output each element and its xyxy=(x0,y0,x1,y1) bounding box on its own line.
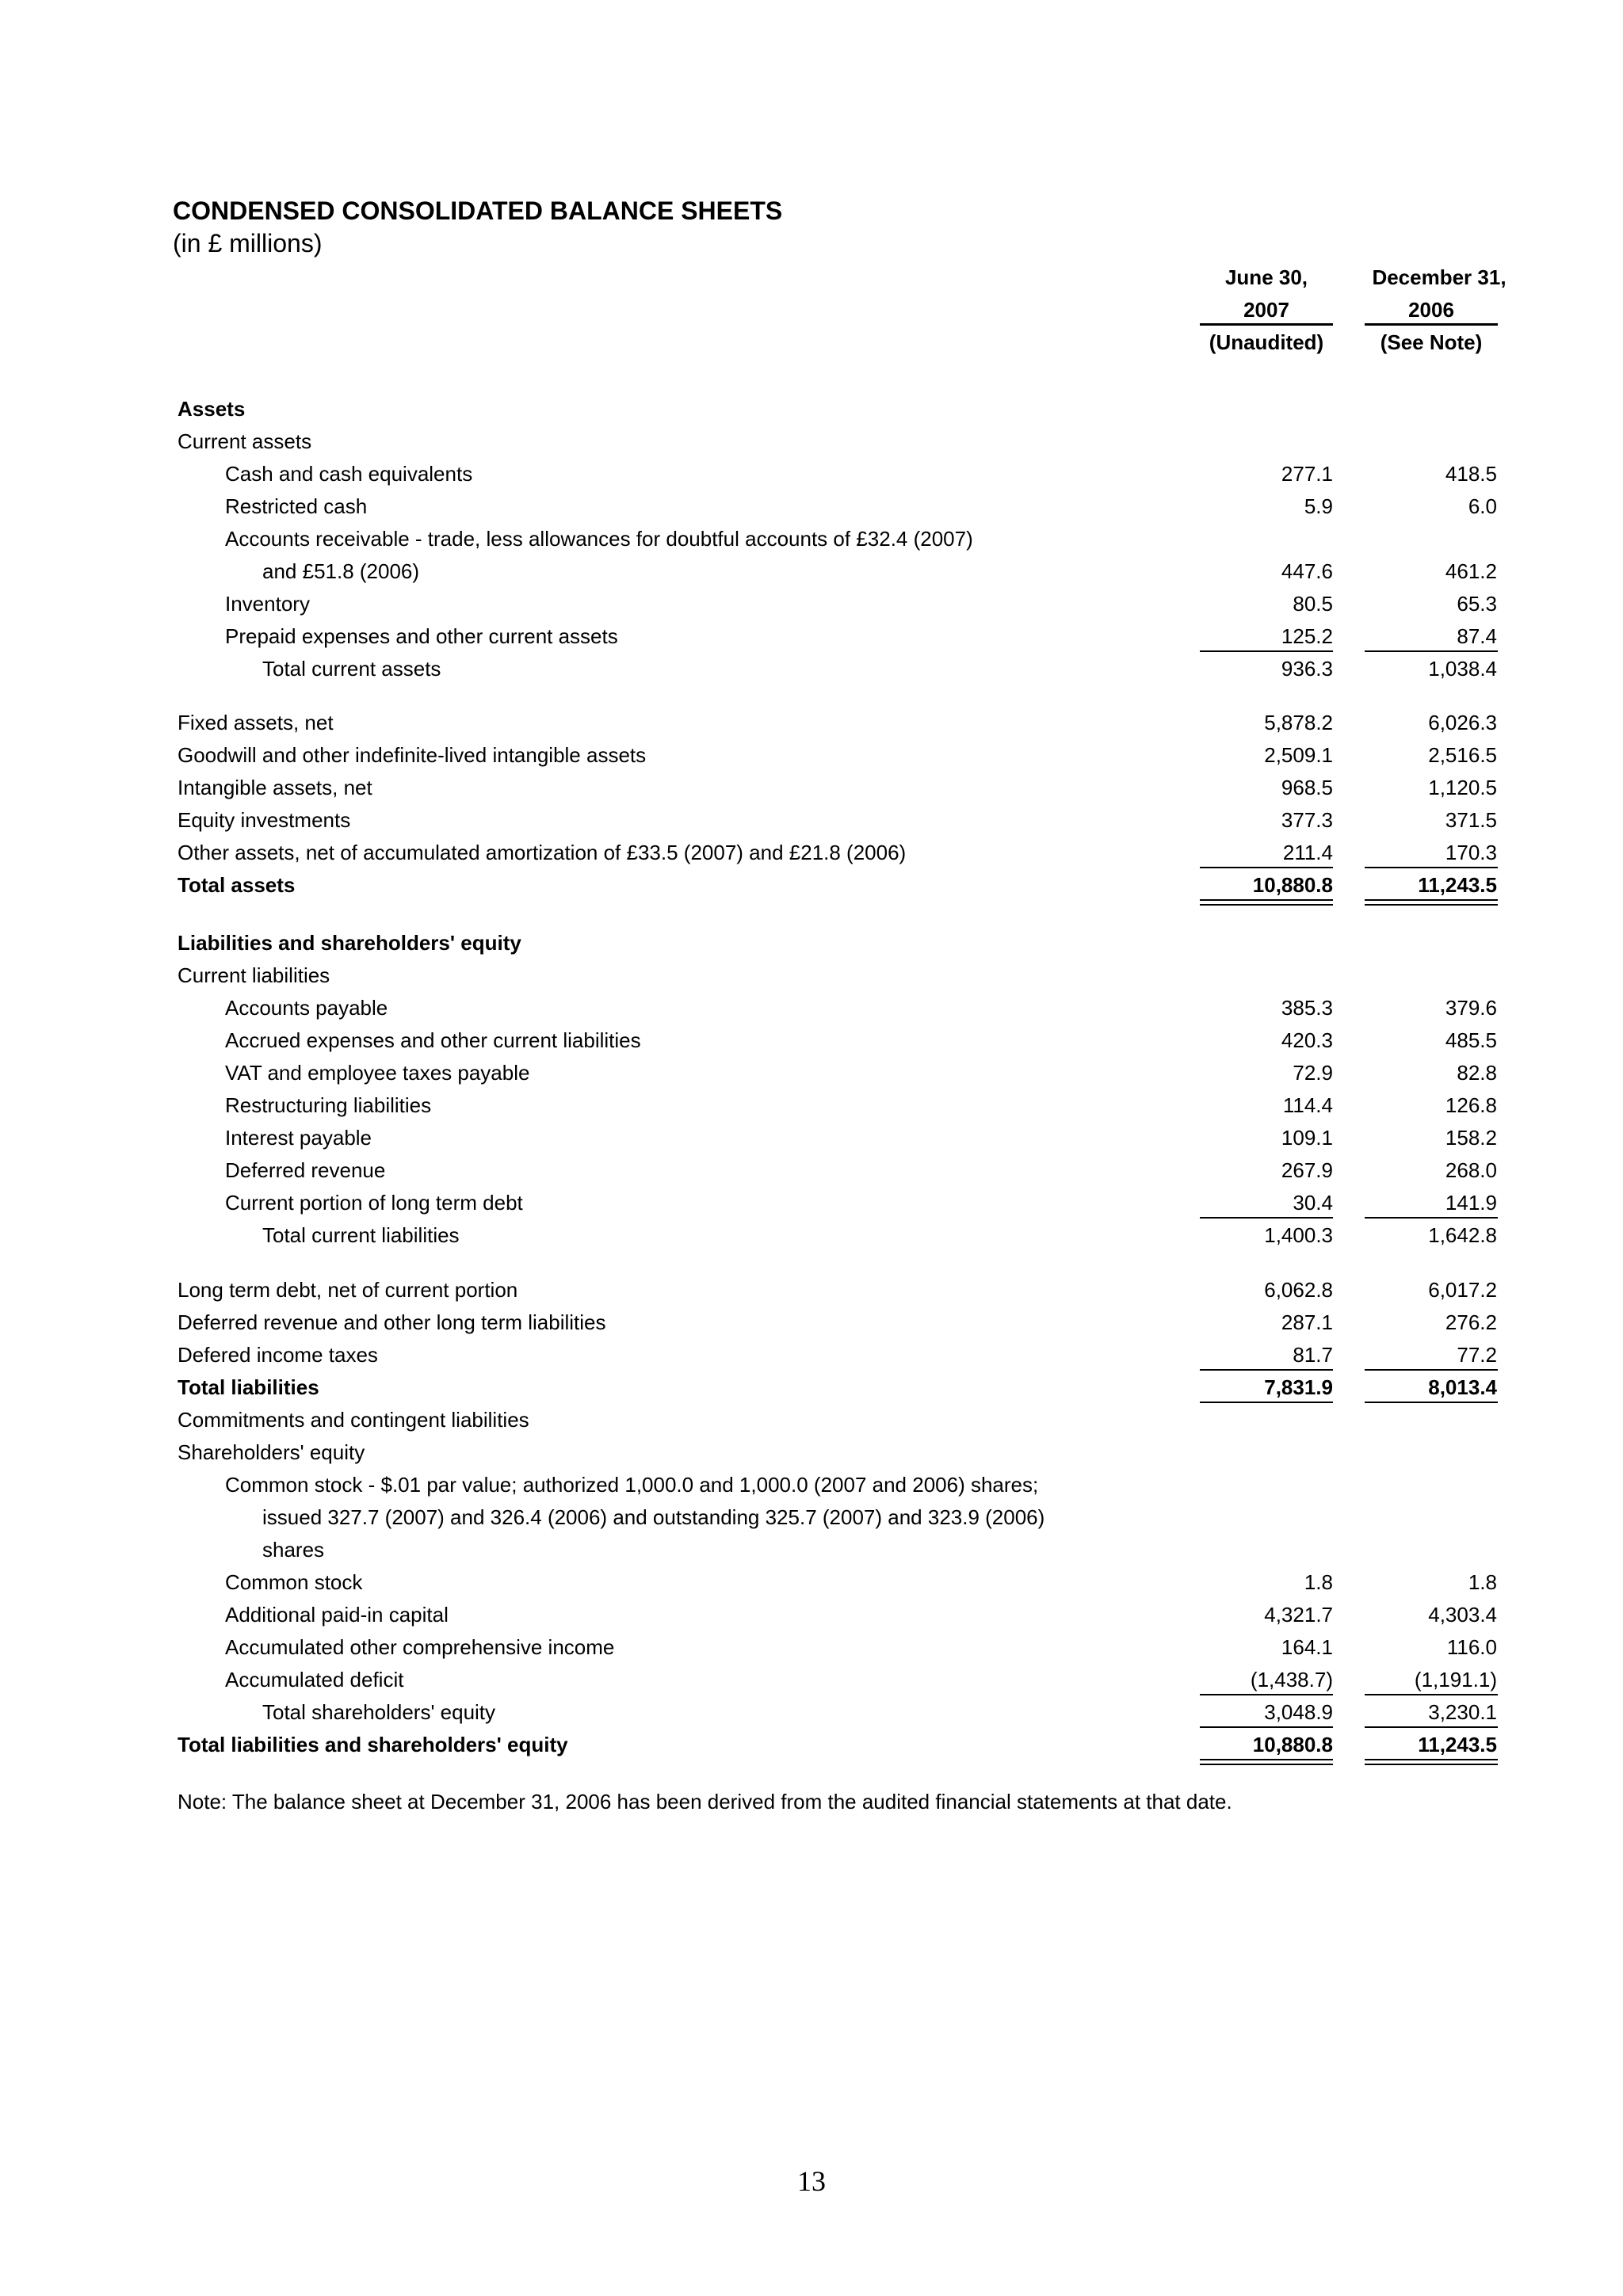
december-2006-value: 461.2 xyxy=(1445,559,1497,583)
table-row xyxy=(0,1697,1623,1727)
row-label: Total current assets xyxy=(262,657,441,681)
june-2007-value: 3,048.9 xyxy=(1264,1700,1333,1724)
row-label: shares xyxy=(262,1538,325,1562)
december-2006-value: 1.8 xyxy=(1468,1570,1497,1594)
june-2007-value: 10,880.8 xyxy=(1252,873,1333,897)
row-label: Accounts receivable - trade, less allowances for doubtful accounts of £32.4 (2007) xyxy=(225,527,973,551)
table-row xyxy=(0,1188,1623,1218)
june-2007-value: 7,831.9 xyxy=(1264,1375,1333,1399)
december-2006-value: 141.9 xyxy=(1445,1191,1497,1215)
december-2006-value: 158.2 xyxy=(1445,1126,1497,1150)
table-row xyxy=(0,772,1623,803)
table-row xyxy=(0,1600,1623,1630)
table-row xyxy=(0,805,1623,835)
june-2007-value: (1,438.7) xyxy=(1250,1668,1333,1691)
footnote: Note: The balance sheet at December 31, 2006 has been derived from the audited financial statements at that date. xyxy=(178,1790,1232,1814)
june-2007-value: 267.9 xyxy=(1281,1158,1333,1182)
underline-col1 xyxy=(1200,1402,1333,1403)
june-2007-value: 277.1 xyxy=(1281,462,1333,486)
row-label: Accumulated deficit xyxy=(225,1668,404,1691)
row-label: Additional paid-in capital xyxy=(225,1603,449,1627)
december-2006-value: 126.8 xyxy=(1445,1093,1497,1117)
december-2006-value: 6,026.3 xyxy=(1428,711,1497,734)
december-2006-value: 268.0 xyxy=(1445,1158,1497,1182)
table-row xyxy=(0,394,1623,424)
underline-col2 xyxy=(1365,1726,1498,1728)
col1-header-status: (Unaudited) xyxy=(1209,330,1324,354)
december-2006-value: 82.8 xyxy=(1457,1061,1497,1085)
row-label: Long term debt, net of current portion xyxy=(178,1278,518,1302)
june-2007-value: 4,321.7 xyxy=(1264,1603,1333,1627)
page-subtitle: (in £ millions) xyxy=(173,229,323,257)
row-label: Current liabilities xyxy=(178,963,330,987)
december-2006-value: 1,120.5 xyxy=(1428,776,1497,799)
page-number: 13 xyxy=(797,2165,826,2197)
december-2006-value: 1,038.4 xyxy=(1428,657,1497,681)
row-label: Cash and cash equivalents xyxy=(225,462,473,486)
june-2007-value: 377.3 xyxy=(1281,808,1333,832)
underline-col2 xyxy=(1365,650,1498,652)
june-2007-value: 80.5 xyxy=(1293,592,1333,616)
row-label: Accounts payable xyxy=(225,996,388,1020)
underline-col2 xyxy=(1365,1402,1498,1403)
table-row xyxy=(0,993,1623,1023)
table-row xyxy=(0,740,1623,770)
december-2006-value: 11,243.5 xyxy=(1418,873,1497,897)
underline-col1 xyxy=(1200,1726,1333,1728)
row-label: Fixed assets, net xyxy=(178,711,334,734)
december-2006-value: 4,303.4 xyxy=(1428,1603,1497,1627)
table-row xyxy=(0,426,1623,456)
col2-header-year: 2006 xyxy=(1408,298,1454,322)
december-2006-value: 418.5 xyxy=(1445,462,1497,486)
june-2007-value: 385.3 xyxy=(1281,996,1333,1020)
row-label: VAT and employee taxes payable xyxy=(225,1061,530,1085)
row-label: Common stock xyxy=(225,1570,363,1594)
page-title: CONDENSED CONSOLIDATED BALANCE SHEETS xyxy=(173,196,783,225)
december-2006-value: 170.3 xyxy=(1445,841,1497,864)
december-2006-value: 6.0 xyxy=(1468,494,1497,518)
row-label: Accrued expenses and other current liabilities xyxy=(225,1028,641,1052)
col1-header-year: 2007 xyxy=(1243,298,1289,322)
col2-header-line1: December 31, xyxy=(1372,265,1507,289)
row-label: Liabilities and shareholders' equity xyxy=(178,931,521,955)
underline-col1 xyxy=(1200,650,1333,652)
double-underline-col2 xyxy=(1365,1759,1498,1765)
table-row xyxy=(0,837,1623,868)
table-row xyxy=(0,1340,1623,1370)
table-row xyxy=(0,459,1623,489)
june-2007-value: 1.8 xyxy=(1304,1570,1333,1594)
june-2007-value: 420.3 xyxy=(1281,1028,1333,1052)
december-2006-value: 379.6 xyxy=(1445,996,1497,1020)
june-2007-value: 936.3 xyxy=(1281,657,1333,681)
december-2006-value: 3,230.1 xyxy=(1428,1700,1497,1724)
june-2007-value: 1,400.3 xyxy=(1264,1223,1333,1247)
underline-col2 xyxy=(1365,867,1498,868)
row-label: Current portion of long term debt xyxy=(225,1191,523,1215)
december-2006-value: 65.3 xyxy=(1457,592,1497,616)
table-row xyxy=(0,1502,1623,1532)
table-row xyxy=(0,1090,1623,1120)
row-label: Restricted cash xyxy=(225,494,368,518)
row-label: Current assets xyxy=(178,429,312,453)
june-2007-value: 287.1 xyxy=(1281,1310,1333,1334)
row-label: Common stock - $.01 par value; authorized 1,000.0 and 1,000.0 (2007 and 2006) shares; xyxy=(225,1473,1039,1497)
december-2006-value: 87.4 xyxy=(1457,624,1497,648)
underline-col2 xyxy=(1365,1217,1498,1219)
june-2007-value: 125.2 xyxy=(1281,624,1333,648)
table-row xyxy=(0,589,1623,619)
row-label: Equity investments xyxy=(178,808,351,832)
table-row xyxy=(0,1025,1623,1055)
row-label: Total liabilities and shareholders' equity xyxy=(178,1733,568,1756)
december-2006-value: 11,243.5 xyxy=(1418,1733,1497,1756)
december-2006-value: 2,516.5 xyxy=(1428,743,1497,767)
june-2007-value: 164.1 xyxy=(1281,1635,1333,1659)
underline-col2 xyxy=(1365,1369,1498,1371)
table-row xyxy=(0,928,1623,958)
table-row xyxy=(0,1437,1623,1467)
underline-col2 xyxy=(1365,1694,1498,1695)
double-underline-col2 xyxy=(1365,899,1498,906)
table-row xyxy=(0,1307,1623,1337)
table-row xyxy=(0,1372,1623,1402)
underline-col1 xyxy=(1200,1369,1333,1371)
june-2007-value: 10,880.8 xyxy=(1252,1733,1333,1756)
december-2006-value: 8,013.4 xyxy=(1428,1375,1497,1399)
row-label: Goodwill and other indefinite-lived intangible assets xyxy=(178,743,647,767)
row-label: and £51.8 (2006) xyxy=(262,559,420,583)
june-2007-value: 30.4 xyxy=(1293,1191,1333,1215)
row-label: Total shareholders' equity xyxy=(262,1700,496,1724)
december-2006-value: (1,191.1) xyxy=(1414,1668,1497,1691)
row-label: Accumulated other comprehensive income xyxy=(225,1635,615,1659)
table-row xyxy=(0,1470,1623,1500)
row-label: Interest payable xyxy=(225,1126,372,1150)
underline-col1 xyxy=(1200,1217,1333,1219)
table-row xyxy=(0,960,1623,990)
table-row xyxy=(0,707,1623,738)
underline-col1 xyxy=(1200,1694,1333,1695)
row-label: Inventory xyxy=(225,592,310,616)
col1-header-rule xyxy=(1200,323,1333,326)
june-2007-value: 5,878.2 xyxy=(1264,711,1333,734)
row-label: Assets xyxy=(178,397,246,421)
table-row xyxy=(0,491,1623,521)
table-row xyxy=(0,1155,1623,1185)
table-row xyxy=(0,1405,1623,1435)
table-row xyxy=(0,1632,1623,1662)
december-2006-value: 6,017.2 xyxy=(1428,1278,1497,1302)
june-2007-value: 72.9 xyxy=(1293,1061,1333,1085)
row-label: Total assets xyxy=(178,873,296,897)
june-2007-value: 6,062.8 xyxy=(1264,1278,1333,1302)
table-row xyxy=(0,1058,1623,1088)
row-label: Commitments and contingent liabilities xyxy=(178,1408,529,1432)
june-2007-value: 109.1 xyxy=(1281,1126,1333,1150)
row-label: issued 327.7 (2007) and 326.4 (2006) and outstanding 325.7 (2007) and 323.9 (2006) xyxy=(262,1505,1045,1529)
table-row xyxy=(0,621,1623,651)
table-row xyxy=(0,1220,1623,1250)
june-2007-value: 5.9 xyxy=(1304,494,1333,518)
december-2006-value: 485.5 xyxy=(1445,1028,1497,1052)
underline-col1 xyxy=(1200,867,1333,868)
december-2006-value: 77.2 xyxy=(1457,1343,1497,1367)
june-2007-value: 968.5 xyxy=(1281,776,1333,799)
row-label: Deferred revenue xyxy=(225,1158,386,1182)
table-row xyxy=(0,556,1623,586)
table-row xyxy=(0,524,1623,554)
december-2006-value: 276.2 xyxy=(1445,1310,1497,1334)
row-label: Total liabilities xyxy=(178,1375,319,1399)
double-underline-col1 xyxy=(1200,1759,1333,1765)
table-row xyxy=(0,654,1623,684)
table-row xyxy=(0,1535,1623,1565)
table-row xyxy=(0,1123,1623,1153)
row-label: Deferred revenue and other long term liabilities xyxy=(178,1310,606,1334)
june-2007-value: 2,509.1 xyxy=(1264,743,1333,767)
june-2007-value: 447.6 xyxy=(1281,559,1333,583)
june-2007-value: 81.7 xyxy=(1293,1343,1333,1367)
table-row xyxy=(0,1730,1623,1760)
col1-header-line1: June 30, xyxy=(1224,265,1308,289)
table-row xyxy=(0,870,1623,900)
june-2007-value: 114.4 xyxy=(1282,1093,1333,1117)
col2-header-rule xyxy=(1365,323,1498,326)
row-label: Defered income taxes xyxy=(178,1343,378,1367)
row-label: Total current liabilities xyxy=(262,1223,460,1247)
row-label: Prepaid expenses and other current assets xyxy=(225,624,618,648)
row-label: Intangible assets, net xyxy=(178,776,372,799)
december-2006-value: 371.5 xyxy=(1445,808,1497,832)
december-2006-value: 1,642.8 xyxy=(1428,1223,1497,1247)
table-row xyxy=(0,1275,1623,1305)
row-label: Other assets, net of accumulated amortization of £33.5 (2007) and £21.8 (2006) xyxy=(178,841,907,864)
row-label: Shareholders' equity xyxy=(178,1440,365,1464)
june-2007-value: 211.4 xyxy=(1282,841,1333,864)
row-label: Restructuring liabilities xyxy=(225,1093,432,1117)
col2-header-status: (See Note) xyxy=(1380,330,1483,354)
table-row xyxy=(0,1567,1623,1597)
december-2006-value: 116.0 xyxy=(1446,1635,1497,1659)
double-underline-col1 xyxy=(1200,899,1333,906)
table-row xyxy=(0,1665,1623,1695)
